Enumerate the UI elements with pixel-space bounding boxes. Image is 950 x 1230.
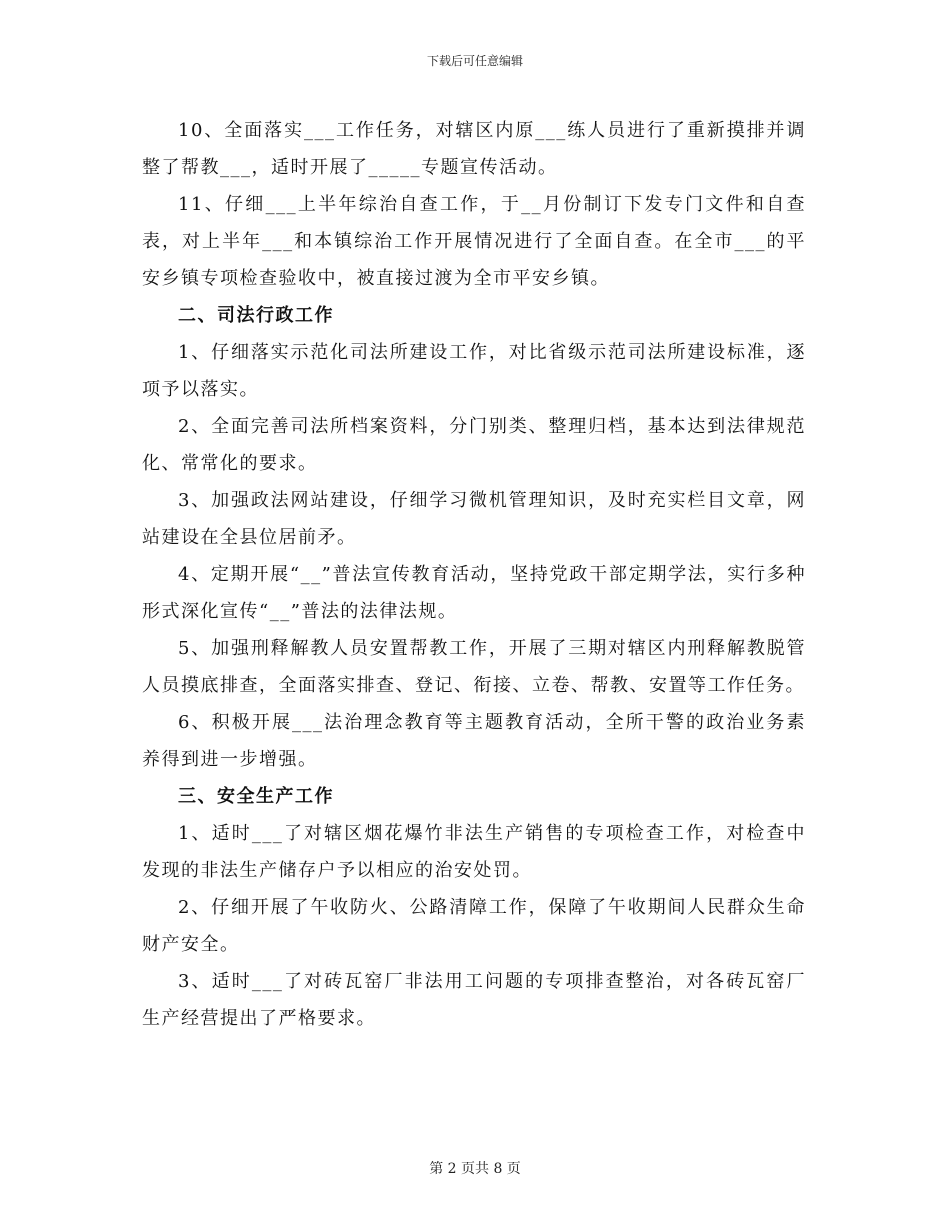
paragraph-judicial-3: 3、加强政法网站建设，仔细学习微机管理知识，及时充实栏目文章，网站建设在全县位居前矛。 [142, 490, 806, 548]
paragraph-judicial-5: 5、加强刑释解教人员安置帮教工作，开展了三期对辖区内刑释解教脱管人员摸底排查，全面落实排查、登记、衔接、立卷、帮教、安置等工作任务。 [142, 638, 806, 696]
paragraph-judicial-2: 2、全面完善司法所档案资料，分门别类、整理归档，基本达到法律规范化、常常化的要求。 [142, 416, 806, 474]
paragraph-judicial-4: 4、定期开展“__”普法宣传教育活动，坚持党政干部定期学法，实行多种形式深化宣传“__”普法的法律法规。 [142, 564, 806, 622]
paragraph-safety-1: 1、适时___了对辖区烟花爆竹非法生产销售的专项检查工作，对检查中发现的非法生产储存户予以相应的治安处罚。 [142, 823, 806, 881]
page-header: 下载后可任意编辑 [426, 54, 523, 68]
section-heading-safety-production: 三、安全生产工作 [178, 786, 334, 807]
paragraph-safety-2: 2、仔细开展了午收防火、公路清障工作，保障了午收期间人民群众生命财产安全。 [142, 897, 806, 955]
paragraph-11: 11、仔细___上半年综治自查工作，于__月份制订下发专门文件和自查表，对上半年___和本镇综治工作开展情况进行了全面自查。在全市___的平安乡镇专项检查验收中，被直接过渡为全市平安乡镇。 [142, 194, 806, 289]
paragraph-judicial-6: 6、积极开展___法治理念教育等主题教育活动，全所干警的政治业务素养得到进一步增强。 [142, 712, 806, 770]
paragraph-10: 10、全面落实___工作任务，对辖区内原___练人员进行了重新摸排并调整了帮教___，适时开展了_____专题宣传活动。 [142, 120, 806, 178]
paragraph-judicial-1: 1、仔细落实示范化司法所建设工作，对比省级示范司法所建设标准，逐项予以落实。 [142, 342, 806, 400]
paragraph-safety-3: 3、适时___了对砖瓦窑厂非法用工问题的专项排查整治，对各砖瓦窑厂生产经营提出了严格要求。 [142, 971, 806, 1029]
page-footer: 第 2 页共 8 页 [429, 1161, 521, 1177]
section-heading-judicial-admin: 二、司法行政工作 [178, 305, 334, 326]
document-body [142, 112, 806, 1037]
